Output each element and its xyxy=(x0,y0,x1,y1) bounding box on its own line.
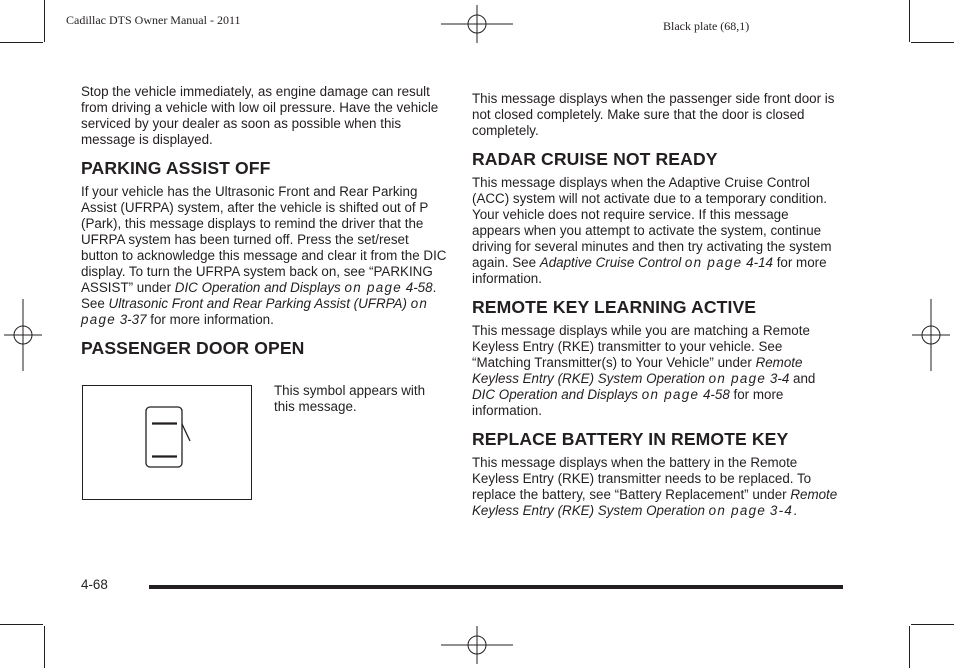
header-plate: Black plate (68,1) xyxy=(663,19,750,33)
link-rke-operation[interactable]: Remote Keyless Entry (RKE) System Operation on page 3-4 xyxy=(472,355,803,386)
door-symbol-caption: This symbol appears with this message. xyxy=(274,383,426,414)
heading-passenger-door-open: PASSENGER DOOR OPEN xyxy=(81,338,305,358)
footer-rule xyxy=(149,585,843,589)
link-dic-operation[interactable]: DIC Operation and Displays on page 4-58 xyxy=(174,280,433,295)
link-rke-operation-2[interactable]: Remote Keyless Entry (RKE) System Operation on page 3-4 xyxy=(472,487,838,518)
header-title: Cadillac DTS Owner Manual - 2011 xyxy=(66,13,241,27)
page-number: 4-68 xyxy=(81,577,108,592)
link-dic-operation-2[interactable]: DIC Operation and Displays on page 4-58 xyxy=(472,387,730,402)
heading-replace-battery: REPLACE BATTERY IN REMOTE KEY xyxy=(472,429,789,449)
left-column xyxy=(81,84,447,358)
right-column xyxy=(472,91,838,519)
parking-assist-paragraph: If your vehicle has the Ultrasonic Front and Rear Parking Assist (UFRPA) system, after the vehicle is shifted out of P (Park), this message displays to remind the driver that the UFRPA system has been turned off. Press the set/reset button to acknowledge this message and clear it from the DIC display. To turn the UFRPA system back on, see “PARKING ASSIST” under DIC Operation and Displays on page 4-58. See Ultrasonic Front and Rear Parking Assist (UFRPA) on page 3-37 for more information. xyxy=(81,184,447,327)
heading-remote-key-learning-active: REMOTE KEY LEARNING ACTIVE xyxy=(472,297,757,317)
replace-battery-paragraph: This message displays when the battery in the Remote Keyless Entry (RKE) transmitter needs to be replaced. To replace the battery, see “Battery Replacement” under Remote Keyless Entry (RKE) System Operation on page 3-4. xyxy=(472,455,838,518)
passenger-door-open-icon xyxy=(83,386,251,499)
heading-parking-assist-off: PARKING ASSIST OFF xyxy=(81,158,271,178)
door-symbol-figure xyxy=(82,385,252,500)
passenger-door-paragraph: This message displays when the passenger side front door is not closed completely. Make sure that the door is closed completely. xyxy=(472,91,835,138)
radar-cruise-paragraph: This message displays when the Adaptive Cruise Control (ACC) system will not activate due to a temporary condition. Your vehicle does not require service. If this message appears when you attempt to activate the system, continue driving for several minutes and then try activating the system again. See Adaptive Cruise Control on page 4-14 for more information. xyxy=(472,175,832,286)
link-adaptive-cruise-control[interactable]: Adaptive Cruise Control on page 4-14 xyxy=(539,255,773,270)
remote-key-learning-paragraph: This message displays while you are matching a Remote Keyless Entry (RKE) transmitter to your vehicle. See “Matching Transmitter(s) to Your Vehicle” under Remote Keyless Entry (RKE) System Operation on page 3-4 and DIC Operation and Displays on page 4-58 for more information. xyxy=(472,323,816,418)
oil-pressure-paragraph: Stop the vehicle immediately, as engine damage can result from driving a vehicle with low oil pressure. Have the vehicle serviced by your dealer as soon as possible when this message is displayed. xyxy=(81,84,439,147)
heading-radar-cruise-not-ready: RADAR CRUISE NOT READY xyxy=(472,149,718,169)
link-ufrpa[interactable]: Ultrasonic Front and Rear Parking Assist (UFRPA) on page 3-37 xyxy=(81,296,429,327)
